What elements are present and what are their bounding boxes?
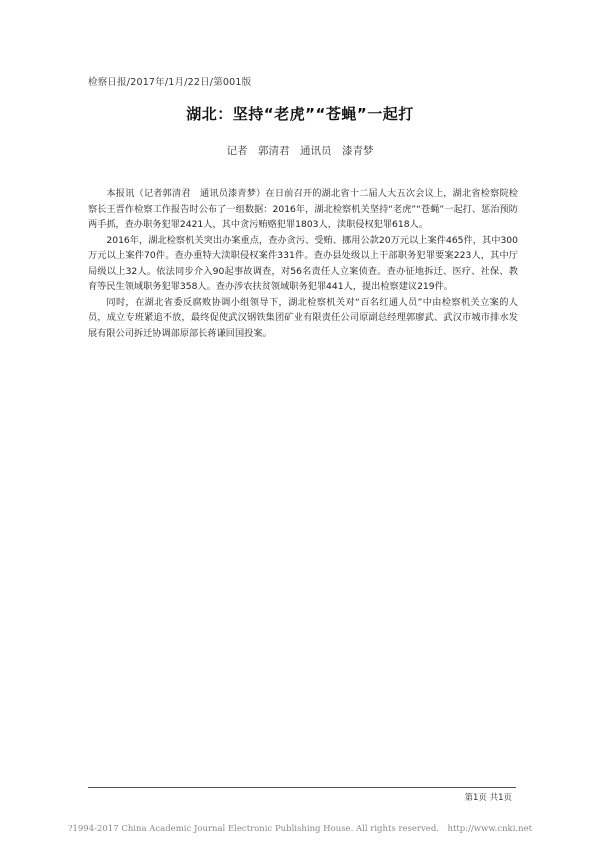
article-body	[88, 186, 518, 341]
copyright-notice: ?1994-2017 China Academic Journal Electronic Publishing House. All rights reserved. http://www.cnki.net	[67, 824, 533, 834]
article-byline: 记者 郭清君 通讯员 漆青梦	[226, 145, 374, 157]
article-paragraph-3: 同时，在湖北省委反腐败协调小组领导下，湖北检察机关对“百名红通人员”中由检察机关立案的人员，成立专班紧追不放，最终促使武汉钢铁集团矿业有限责任公司原副总经理郭廖武、武汉市城市排水发展有限公司拆迁协调部原部长蒋谦回国投案。	[88, 296, 518, 339]
page-number: 第1页 共1页	[464, 793, 512, 803]
article-title: 湖北：坚持“老虎”“苍蝇”一起打	[186, 105, 414, 123]
article-paragraph-2: 2016年，湖北检察机关突出办案重点，查办贪污、受贿、挪用公款20万元以上案件465件，其中300万元以上案件70件。查办重特大渎职侵权案件331件。查办县处级以上干部职务犯罪要案223人，其中厅局级以上32人。依法同步介入90起事故调查，对56名责任人立案侦查。查办征地拆迁、医疗、社保、教育等民生领域职务犯罪358人。查办涉农扶贫领域职务犯罪441人，提出检察建议219件。	[88, 234, 518, 292]
footer-divider	[88, 787, 516, 788]
article-paragraph-1: 本报讯（记者郭清君 通讯员漆青梦）在日前召开的湖北省十二届人大五次会议上，湖北省检察院检察长王晋作检察工作报告时公布了一组数据：2016年，湖北检察机关坚持“老虎”“苍蝇”一起打、惩治预防两手抓，查办职务犯罪2421人，其中贪污贿赂犯罪1803人，渎职侵权犯罪618人。	[88, 188, 518, 230]
source-line: 检察日报/2017年/1月/22日/第001版	[88, 77, 252, 88]
